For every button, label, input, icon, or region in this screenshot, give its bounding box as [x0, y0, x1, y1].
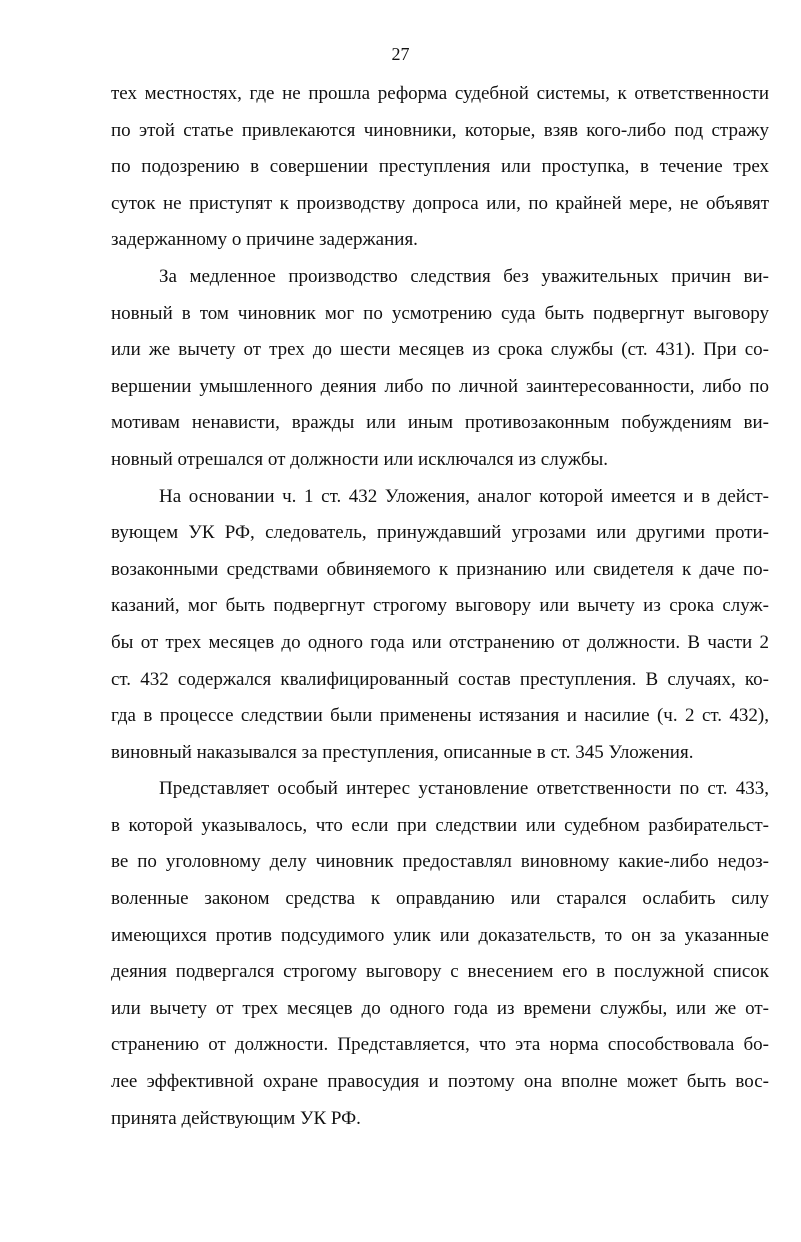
- text-line: бы от трех месяцев до одного года или отстранению от должности. В части 2: [111, 631, 769, 653]
- text-line: новный в том чиновник мог по усмотрению суда быть подвергнут выговору: [111, 302, 769, 324]
- text-line: деяния подвергался строгому выговору с внесением его в послужной список: [111, 961, 769, 983]
- text-line: гда в процессе следствии были применены истязания и насилие (ч. 2 ст. 432),: [111, 705, 769, 727]
- text-line: принята действующим УК РФ.: [111, 1107, 361, 1129]
- text-line: странению от должности. Представляется, что эта норма способствовала бо-: [111, 1034, 769, 1056]
- text-line: задержанному о причине задержания.: [111, 229, 418, 251]
- text-line: вующем УК РФ, следователь, принуждавший угрозами или другими проти-: [111, 522, 769, 544]
- paragraph-4: [111, 771, 769, 1137]
- text-line: новный отрешался от должности или исключался из службы.: [111, 448, 609, 470]
- text-line: мотивам ненависти, вражды или иным противозаконным побуждениям ви-: [111, 412, 769, 434]
- text-line: вершении умышленного деяния либо по личной заинтересованности, либо по: [111, 375, 769, 397]
- page-number: 27: [391, 44, 410, 64]
- text-line: возаконными средствами обвиняемого к признанию или свидетеля к даче по-: [111, 558, 769, 580]
- text-line: или же вычету от трех до шести месяцев из срока службы (ст. 431). При со-: [111, 339, 769, 361]
- text-line: суток не приступят к производству допроса или, по крайней мере, не объявят: [111, 192, 769, 214]
- text-line: лее эффективной охране правосудия и поэтому она вполне может быть вос-: [111, 1071, 769, 1093]
- document-body: [111, 76, 769, 1137]
- paragraph-3: [111, 479, 769, 772]
- paragraph-1: [111, 76, 769, 259]
- text-line: тех местностях, где не прошла реформа судебной системы, к ответственности: [111, 83, 769, 104]
- text-line: ст. 432 содержался квалифицированный состав преступления. В случаях, ко-: [111, 668, 769, 690]
- text-line: За медленное производство следствия без уважительных причин ви-: [159, 265, 769, 287]
- paragraph-2: [111, 259, 769, 479]
- text-line: имеющихся против подсудимого улик или доказательств, то он за указанные: [111, 924, 769, 946]
- text-line: казаний, мог быть подвергнут строгому выговору или вычету из срока служ-: [111, 595, 769, 617]
- text-line: в которой указывалось, что если при следствии или судебном разбирательст-: [111, 814, 769, 836]
- text-line: по этой статье привлекаются чиновники, которые, взяв кого-либо под стражу: [111, 119, 769, 141]
- text-line: На основании ч. 1 ст. 432 Уложения, аналог которой имеется и в дейст-: [159, 485, 769, 507]
- text-line: по подозрению в совершении преступления или проступка, в течение трех: [111, 156, 769, 178]
- text-line: или вычету от трех месяцев до одного года из времени службы, или же от-: [111, 997, 769, 1019]
- text-line: виновный наказывался за преступления, описанные в ст. 345 Уложения.: [111, 741, 694, 763]
- text-line: воленные законом средства к оправданию или старался ослабить силу: [111, 888, 769, 910]
- text-line: Представляет особый интерес установление ответственности по ст. 433,: [159, 778, 769, 800]
- text-line: ве по уголовному делу чиновник предоставлял виновному какие-либо недоз-: [111, 851, 769, 873]
